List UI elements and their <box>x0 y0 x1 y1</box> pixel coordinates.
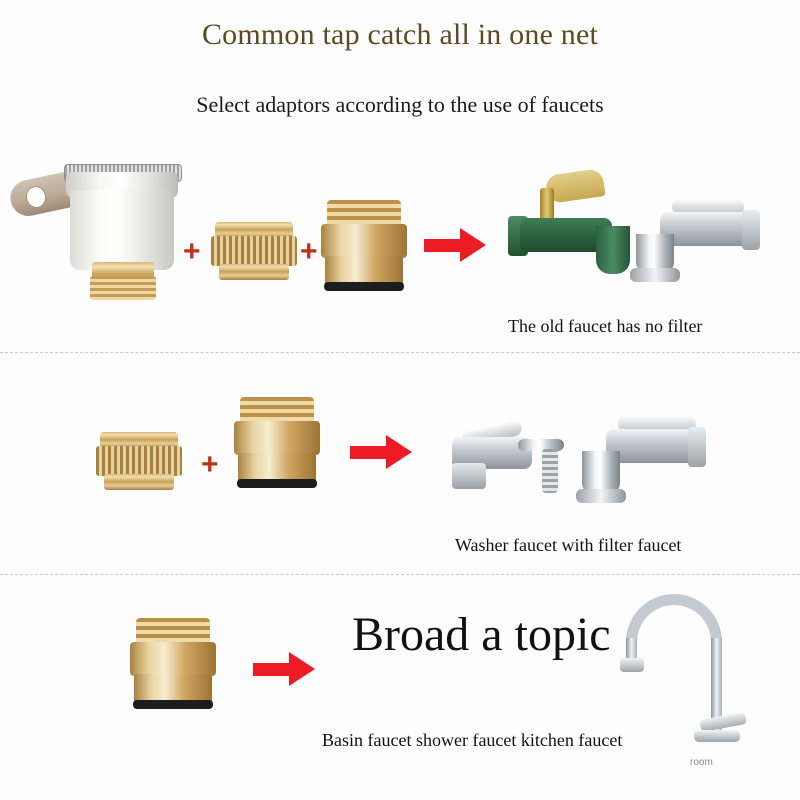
row-2-caption: Washer faucet with filter faucet <box>455 535 682 555</box>
arrow-right-icon-3 <box>253 652 317 686</box>
washer-faucet-outlet <box>452 463 486 489</box>
filter-brass-thread <box>90 276 156 300</box>
adaptor-thread <box>136 618 210 644</box>
row-divider-1 <box>0 352 800 353</box>
adaptor-o-ring <box>324 282 404 291</box>
washer-faucet-hose <box>542 449 558 493</box>
adaptor-hex-body <box>321 224 407 258</box>
green-faucet-spout <box>596 226 630 274</box>
chrome-faucet-aerator <box>576 489 626 503</box>
row-divider-2 <box>0 574 800 575</box>
adaptor-thread <box>240 397 314 423</box>
gooseneck-arc <box>626 594 722 646</box>
chrome-faucet-aerator <box>630 268 680 282</box>
arrow-right-icon-1 <box>424 228 488 262</box>
arrow-right-icon-2 <box>350 435 414 469</box>
plus-sign-2: + <box>300 235 318 268</box>
plus-sign-3: + <box>201 448 219 481</box>
adaptor-o-ring <box>237 479 317 488</box>
washer-faucet-spout <box>518 439 564 451</box>
coupler-base <box>219 264 289 280</box>
coupler-knurled-body <box>211 236 297 266</box>
filter-body <box>70 190 174 270</box>
row-1-caption: The old faucet has no filter <box>508 316 703 336</box>
chrome-faucet-wall-nut <box>742 210 760 250</box>
plus-sign-1: + <box>183 235 201 268</box>
green-faucet-stem <box>540 188 554 222</box>
watermark: room <box>690 757 713 768</box>
adaptor-thread <box>327 200 401 226</box>
page-subtitle: Select adaptors according to the use of faucets <box>196 92 604 117</box>
page-title: Common tap catch all in one net <box>201 18 599 51</box>
adaptor-hex-body <box>234 421 320 455</box>
coupler-base <box>104 474 174 490</box>
gooseneck-base <box>694 730 740 742</box>
adaptor-o-ring <box>133 700 213 709</box>
row-3-headline: Broad a topic <box>352 608 611 661</box>
adaptor-hex-body <box>130 642 216 676</box>
chrome-faucet-wall-nut <box>688 427 706 467</box>
coupler-knurled-body <box>96 446 182 476</box>
row-3-caption: Basin faucet shower faucet kitchen faucet <box>322 730 623 750</box>
gooseneck-handle <box>699 712 746 732</box>
gooseneck-aerator <box>620 658 644 672</box>
